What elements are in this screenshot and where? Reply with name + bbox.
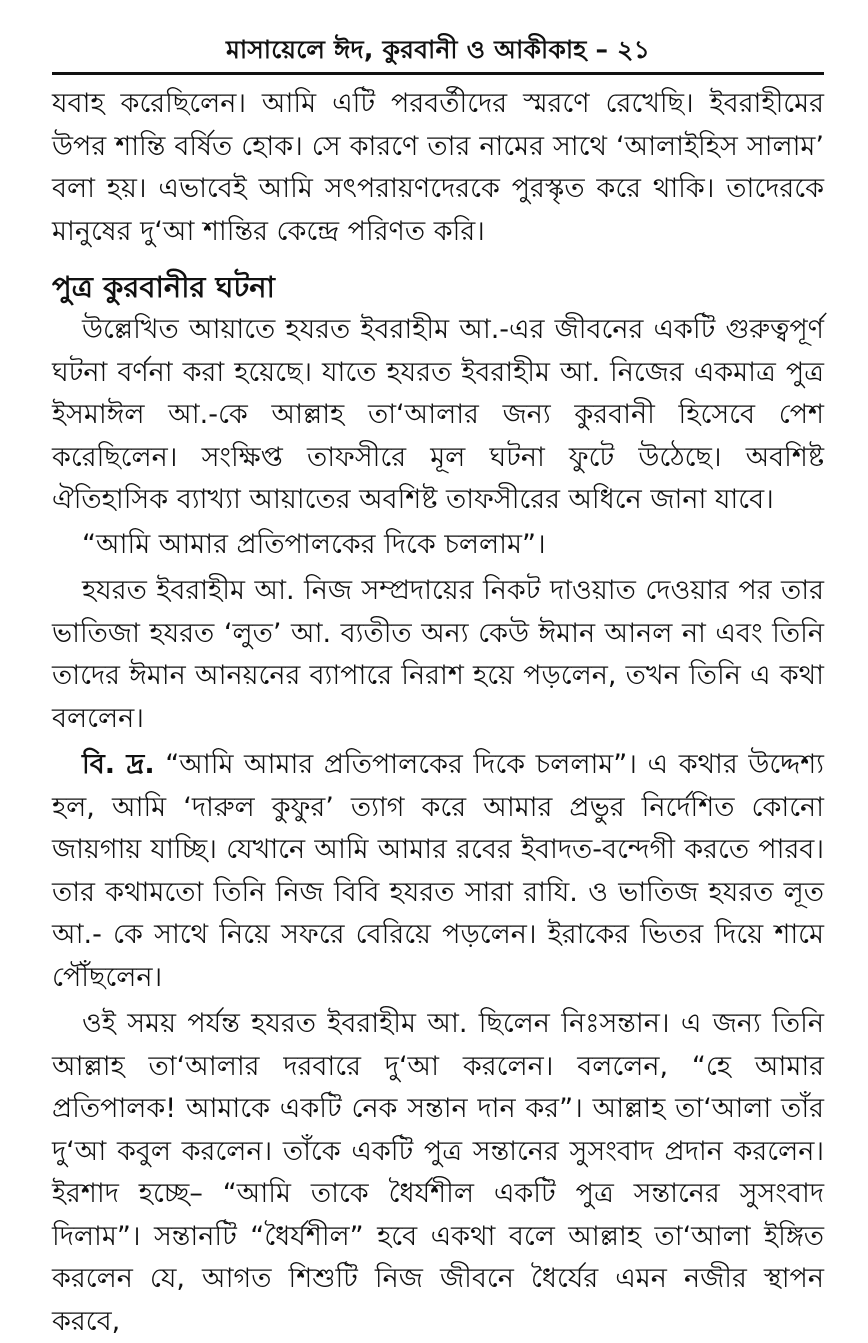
paragraph-childless: ওই সময় পর্যন্ত হযরত ইবরাহীম আ. ছিলেন নিঃসন্তান। এ জন্য তিনি আল্লাহ তা‘আলার দরবারে দু‘আ করলেন। বললেন, “হে আমার প্রতিপালক! আমাকে একটি নেক সন্তান দান কর”। আল্লাহ তা‘আলা তাঁর দু‘আ কবুল করলেন। তাঁকে একটি পুত্র সন্তানের সুসংবাদ প্রদান করলেন। ইরশাদ হচ্ছে– “আমি তাকে ধৈর্যশীল একটি পুত্র সন্তানের সুসংবাদ দিলাম”। সন্তানটি “ধৈর্যশীল” হবে একথা বলে আল্লাহ তা‘আলা ইঙ্গিত করলেন যে, আগত শিশুটি নিজ জীবনে ধৈর্যের এমন নজীর স্থাপন করবে, [52,1008,824,1337]
paragraph-event-summary: উল্লেখিত আয়াতে হযরত ইবরাহীম আ.-এর জীবনের একটি গুরুত্বপূর্ণ ঘটনা বর্ণনা করা হয়েছে। যাতে হযরত ইবরাহীম আ. নিজের একমাত্র পুত্র ইসমাঈল আ.-কে আল্লাহ তা‘আলার জন্য কুরবানী হিসেবে পেশ করেছিলেন। সংক্ষিপ্ত তাফসীরে মূল ঘটনা ফুটে উঠেছে। অবশিষ্ট ঐতিহাসিক ব্যাখ্যা আয়াতের অবশিষ্ট তাফসীরের অধিনে জানা যাবে। [52,314,824,515]
paragraph-continuation: যবাহ করেছিলেন। আমি এটি পরবর্তীদের স্মরণে রেখেছি। ইবরাহীমের উপর শান্তি বর্ষিত হোক। সে কারণে তার নামের সাথে ‘আলাইহিস সালাম’ বলা হয়। এভাবেই আমি সৎপরায়ণদেরকে পুরস্কৃত করে থাকি। তাদেরকে মানুষের দু‘আ শান্তির কেন্দ্রে পরিণত করি। [52,88,824,247]
running-title: মাসায়েলে ঈদ, কুরবানী ও আকীকাহ [225,35,587,64]
quote-line: “আমি আমার প্রতিপালকের দিকে চললাম”। [82,528,546,560]
page-number: ২১ [617,35,651,64]
header-separator: – [595,35,609,64]
section-heading: পুত্র কুরবানীর ঘটনা [52,270,275,304]
note-paragraph [52,744,824,999]
note-text: “আমি আমার প্রতিপালকের দিকে চললাম”। এ কথার উদ্দেশ্য হল, আমি ‘দারুল কুফুর’ ত্যাগ করে আমার প্রভুর নির্দেশিত কোনো জায়গায় যাচ্ছি। যেখানে আমি আমার রবের ইবাদত-বন্দেগী করতে পারব। তার কথামতো তিনি নিজ বিবি হযরত সারা রাযি. ও ভাতিজ হযরত লূত আ.- কে সাথে নিয়ে সফরে বেরিয়ে পড়লেন। ইরাকের ভিতর দিয়ে শামে পৌঁছলেন। [52,749,825,993]
paragraph-context: হযরত ইবরাহীম আ. নিজ সম্প্রদায়ের নিকট দাওয়াত দেওয়ার পর তার ভাতিজা হযরত ‘লুত’ আ. ব্যতীত অন্য কেউ ঈমান আনল না এবং তিনি তাদের ঈমান আনয়নের ব্যাপারে নিরাশ হয়ে পড়লেন, তখন তিনি এ কথা বললেন। [52,575,824,734]
note-label: বি. দ্র. [82,749,155,780]
running-header [52,0,824,66]
header-rule [52,72,824,75]
